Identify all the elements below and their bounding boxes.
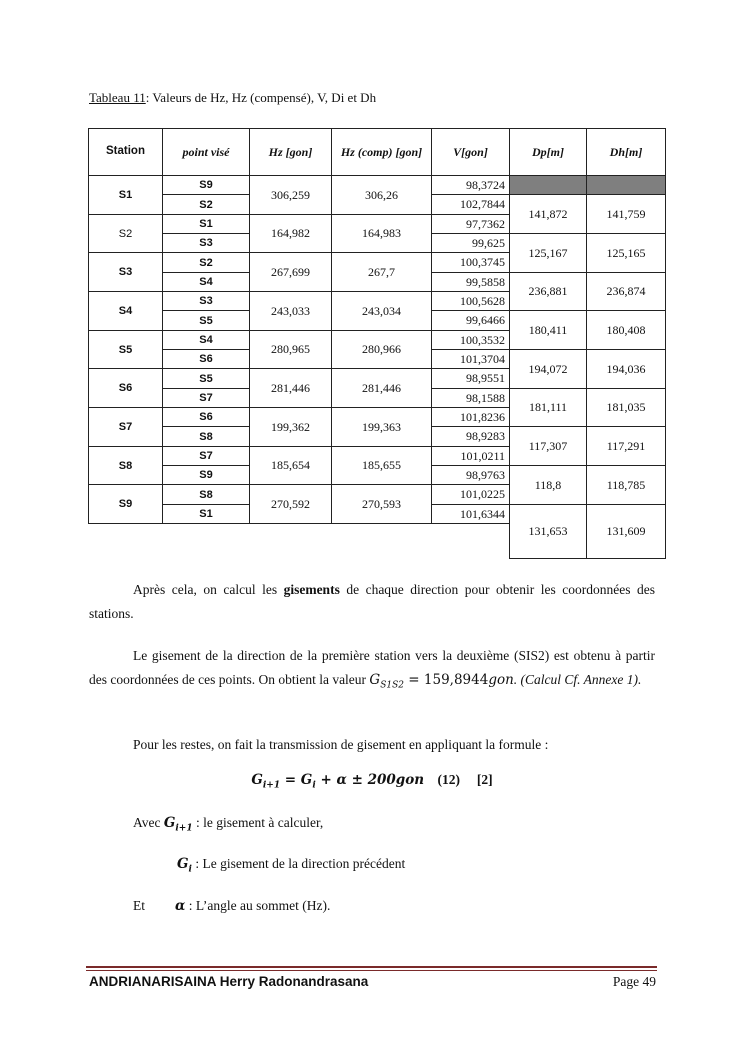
p2-math-val: = 159,8944: [404, 672, 489, 688]
formula-sub2: i: [312, 780, 316, 791]
station-cell: S8: [88, 446, 163, 485]
formula-rest: + α ± 200gon: [315, 772, 425, 788]
dp-cell: 181,111: [509, 388, 587, 427]
header-dh: Dh[m]: [586, 128, 666, 176]
target-point-cell: S7: [162, 388, 250, 408]
station-cell: S7: [88, 407, 163, 447]
target-point-cell: S3: [162, 233, 250, 253]
paragraph-transmission: [89, 733, 655, 757]
hz-cell: 270,592: [249, 484, 332, 524]
header-v: V[gon]: [431, 128, 510, 176]
target-point-cell: S2: [162, 194, 250, 215]
p2-math-sub: S1S2: [380, 680, 405, 691]
vertical-angle-cell: 101,8236: [431, 407, 510, 427]
target-point-cell: S4: [162, 330, 250, 350]
p1-text-c: de chaque direction pour obtenir les coordonnées des stations.: [89, 582, 655, 621]
vertical-angle-cell: 100,5628: [431, 291, 510, 311]
vertical-angle-cell: 101,3704: [431, 349, 510, 369]
p2-text-c: . (Calcul Cf. Annexe 1).: [513, 672, 642, 687]
header-hz: Hz [gon]: [249, 128, 332, 176]
target-point-cell: S6: [162, 407, 250, 427]
hz-cell: 280,965: [249, 330, 332, 369]
formula-sub1: i+1: [262, 780, 281, 791]
hz-cell: 164,982: [249, 214, 332, 253]
hz-comp-cell: 281,446: [331, 368, 432, 408]
header-dp: Dp[m]: [509, 128, 587, 176]
dh-cell: 141,759: [586, 194, 666, 234]
p1-text-a: Après cela, on calcul les: [133, 582, 284, 597]
vertical-angle-cell: 98,9283: [431, 426, 510, 447]
vertical-angle-cell: 99,5858: [431, 272, 510, 292]
footer-author: ANDRIANARISAINA Herry Radonandrasana: [89, 974, 369, 989]
station-cell: S4: [88, 291, 163, 331]
station-cell: S2: [88, 214, 163, 253]
footer-page-number: Page 49: [612, 974, 656, 989]
vertical-angle-cell: 98,1588: [431, 388, 510, 408]
paragraph-gisements: [89, 578, 655, 626]
target-point-cell: S5: [162, 368, 250, 389]
target-point-cell: S8: [162, 426, 250, 447]
footer-rule-thin: [86, 970, 657, 971]
empty-gray-cell: [509, 175, 587, 195]
hz-comp-cell: 267,7: [331, 252, 432, 292]
vertical-angle-cell: 102,7844: [431, 194, 510, 215]
dp-cell: 141,872: [509, 194, 587, 234]
formula-reference: [2]: [476, 772, 493, 787]
p2-math-g: G: [369, 672, 381, 688]
alpha-symbol: α: [175, 898, 186, 914]
header-station: Station: [88, 128, 163, 176]
empty-gray-cell: [586, 175, 666, 195]
table-caption-text: : Valeurs de Hz, Hz (compensé), V, Di et Dh: [145, 90, 377, 105]
vertical-angle-cell: 98,9763: [431, 465, 510, 485]
p2-text-a: Le gisement de la direction de la première station vers la deuxième (SIS2) est obtenu à partir des coordonnées de ces points. On obtient la valeur: [89, 648, 655, 687]
dh-cell: 118,785: [586, 465, 666, 505]
formula-number: (12): [437, 772, 461, 787]
vertical-angle-cell: 101,6344: [431, 504, 510, 524]
avec-math: [163, 815, 193, 834]
vertical-angle-cell: 101,0225: [431, 484, 510, 505]
station-cell: S1: [88, 175, 163, 215]
dp-cell: 194,072: [509, 349, 587, 389]
station-cell: S3: [88, 252, 163, 292]
dh-cell: 236,874: [586, 272, 666, 311]
dp-cell: 131,653: [509, 504, 587, 559]
avec-label: Avec: [133, 815, 164, 830]
gi-line: [177, 856, 405, 875]
dp-cell: 180,411: [509, 310, 587, 350]
dp-cell: 236,881: [509, 272, 587, 311]
hz-comp-cell: 270,593: [331, 484, 432, 524]
hz-cell: 306,259: [249, 175, 332, 215]
dp-cell: 118,8: [509, 465, 587, 505]
p2-math: [369, 672, 514, 691]
dh-cell: 181,035: [586, 388, 666, 427]
formula-g: G: [251, 772, 263, 788]
p3-text: Pour les restes, on fait la transmission de gisement en appliquant la formule :: [133, 737, 549, 752]
formula-mid: = G: [280, 772, 313, 788]
avec-sub: i+1: [175, 823, 193, 834]
target-point-cell: S1: [162, 504, 250, 524]
gi-text: : Le gisement de la direction précédent: [191, 856, 406, 871]
gi-sub: i: [188, 864, 192, 875]
vertical-angle-cell: 98,9551: [431, 368, 510, 389]
p2-math-unit: gon: [488, 672, 514, 688]
hz-cell: 243,033: [249, 291, 332, 331]
vertical-angle-cell: 99,6466: [431, 310, 510, 331]
et-line: [133, 898, 330, 914]
hz-cell: 185,654: [249, 446, 332, 485]
hz-comp-cell: 306,26: [331, 175, 432, 215]
vertical-angle-cell: 97,7362: [431, 214, 510, 234]
vertical-angle-cell: 101,0211: [431, 446, 510, 466]
hz-comp-cell: 243,034: [331, 291, 432, 331]
station-cell: S5: [88, 330, 163, 369]
vertical-angle-cell: 98,3724: [431, 175, 510, 195]
target-point-cell: S6: [162, 349, 250, 369]
dh-cell: 125,165: [586, 233, 666, 273]
alpha-text: : L’angle au sommet (Hz).: [185, 898, 331, 913]
table-caption-label: Tableau 11: [89, 90, 146, 105]
target-point-cell: S4: [162, 272, 250, 292]
target-point-cell: S7: [162, 446, 250, 466]
dp-cell: 117,307: [509, 426, 587, 466]
formula-12: [89, 772, 655, 791]
gi-math: [177, 856, 192, 875]
avec-g: G: [163, 815, 176, 831]
hz-comp-cell: 199,363: [331, 407, 432, 447]
vertical-angle-cell: 100,3745: [431, 252, 510, 273]
dp-cell: 125,167: [509, 233, 587, 273]
station-cell: S9: [88, 484, 163, 524]
footer-rule-thick: [86, 966, 657, 968]
paragraph-first-gisement: [89, 644, 655, 698]
target-point-cell: S2: [162, 252, 250, 273]
dh-cell: 194,036: [586, 349, 666, 389]
hz-comp-cell: 164,983: [331, 214, 432, 253]
dh-cell: 117,291: [586, 426, 666, 466]
avec-line: [133, 815, 323, 834]
header-hz-comp: Hz (comp) [gon]: [331, 128, 432, 176]
target-point-cell: S9: [162, 465, 250, 485]
hz-cell: 267,699: [249, 252, 332, 292]
target-point-cell: S1: [162, 214, 250, 234]
avec-text: : le gisement à calculer,: [192, 815, 324, 830]
dh-cell: 131,609: [586, 504, 666, 559]
target-point-cell: S8: [162, 484, 250, 505]
header-point-vise: point visé: [162, 128, 250, 176]
gi-g: G: [177, 856, 189, 872]
target-point-cell: S5: [162, 310, 250, 331]
hz-comp-cell: 185,655: [331, 446, 432, 485]
vertical-angle-cell: 100,3532: [431, 330, 510, 350]
formula-math: [251, 772, 425, 791]
target-point-cell: S3: [162, 291, 250, 311]
p1-bold-gisements: gisements: [283, 582, 340, 597]
vertical-angle-cell: 99,625: [431, 233, 510, 253]
hz-cell: 199,362: [249, 407, 332, 447]
et-label: Et: [133, 898, 145, 913]
station-cell: S6: [88, 368, 163, 408]
hz-cell: 281,446: [249, 368, 332, 408]
hz-comp-cell: 280,966: [331, 330, 432, 369]
target-point-cell: S9: [162, 175, 250, 195]
dh-cell: 180,408: [586, 310, 666, 350]
